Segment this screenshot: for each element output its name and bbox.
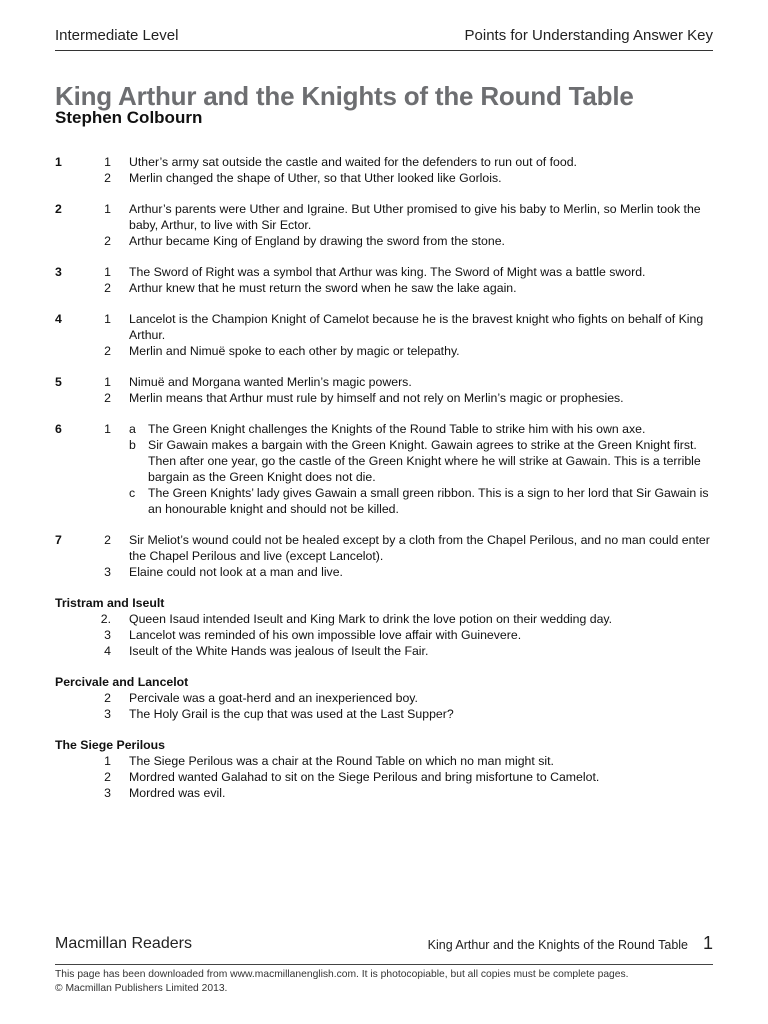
answer-text: The Green Knight challenges the Knights of the Round Table to strike him with his own axe.: [148, 422, 646, 436]
question-answers: [92, 154, 720, 186]
answer-item: [92, 170, 720, 186]
question-block: [55, 311, 720, 359]
page-header: [55, 22, 713, 48]
answer-number: 1: [104, 375, 111, 389]
answer-section: [55, 737, 720, 801]
question-number: 2: [55, 202, 62, 216]
answer-text: Mordred was evil.: [129, 786, 226, 800]
answer-text: Merlin means that Arthur must rule by himself and not rely on Merlin’s magic or prophesies.: [129, 391, 624, 405]
answer-number: 4: [104, 644, 111, 658]
question-answers: [92, 532, 720, 580]
answer-text: Percivale was a goat-herd and an inexperienced boy.: [129, 691, 418, 705]
answer-number: 1: [104, 265, 111, 279]
answer-item: [92, 437, 720, 485]
answer-number: 2: [104, 281, 111, 295]
book-author: Stephen Colbourn: [55, 108, 203, 127]
answer-item: [55, 785, 720, 801]
question-block: [55, 154, 720, 186]
answer-number: 1: [104, 202, 111, 216]
answer-text: Sir Meliot’s wound could not be healed except by a cloth from the Chapel Perilous, and no man could enter the Chapel Perilous and live (except Lancelot).: [129, 533, 710, 563]
answer-number: 3: [104, 565, 111, 579]
answer-item: [55, 769, 720, 785]
answer-item: [55, 690, 720, 706]
answer-text: Arthur became King of England by drawing the sword from the stone.: [129, 234, 505, 248]
question-number: 3: [55, 265, 62, 279]
answer-item: [55, 706, 720, 722]
answer-text: Merlin and Nimuë spoke to each other by magic or telepathy.: [129, 344, 460, 358]
answer-item: [92, 201, 720, 233]
question-number: 4: [55, 312, 62, 326]
answer-text: Sir Gawain makes a bargain with the Green Knight. Gawain agrees to strike at the Green Knight first. Then after one year, go the castle of the Green Knight where he will strike at Gawain. This is a terrible bargain as the Green Knight does not die.: [148, 438, 701, 484]
answer-number: 2: [104, 391, 111, 405]
answer-number: 2: [104, 533, 111, 547]
question-answers: [92, 311, 720, 359]
answer-number: 2: [104, 770, 111, 784]
answer-item: [92, 233, 720, 249]
answer-number: 3: [104, 707, 111, 721]
answer-number: [92, 485, 129, 517]
question-answers: [92, 421, 720, 517]
level-label: Intermediate Level: [55, 26, 179, 44]
answer-number: 2: [104, 691, 111, 705]
answer-text: Arthur’s parents were Uther and Igraine. But Uther promised to give his baby to Merlin, so Merlin took the baby, Arthur, to live with Sir Ector.: [129, 202, 701, 232]
answer-letter: b: [129, 438, 136, 452]
question-number: 1: [55, 155, 62, 169]
answer-item: [92, 485, 720, 517]
answer-text: The Sword of Right was a symbol that Arthur was king. The Sword of Might was a battle sword.: [129, 265, 646, 279]
question-answers: [92, 374, 720, 406]
answer-number: 1: [104, 312, 111, 326]
answer-text: Mordred wanted Galahad to sit on the Siege Perilous and bring misfortune to Camelot.: [129, 770, 600, 784]
question-answers: [92, 264, 720, 296]
answer-item: [92, 264, 720, 280]
answer-number: 1: [104, 422, 111, 436]
answer-text: Elaine could not look at a man and live.: [129, 565, 343, 579]
answer-number: 1: [104, 754, 111, 768]
answer-item: [92, 311, 720, 343]
book-title: King Arthur and the Knights of the Round Table: [55, 81, 634, 111]
answer-item: [92, 280, 720, 296]
answer-text: Uther’s army sat outside the castle and waited for the defenders to run out of food.: [129, 155, 577, 169]
question-number: 5: [55, 375, 62, 389]
footer-divider: [55, 964, 713, 965]
answer-item: [92, 390, 720, 406]
header-divider: [55, 50, 713, 51]
answer-section: [55, 595, 720, 659]
answer-text: The Siege Perilous was a chair at the Round Table on which no man might sit.: [129, 754, 554, 768]
answer-number: 2: [104, 234, 111, 248]
answer-item: [55, 611, 720, 627]
footer-book-title: King Arthur and the Knights of the Round Table: [427, 938, 688, 952]
answer-number: 2.: [100, 612, 111, 626]
answer-item: [55, 643, 720, 659]
copyright-note: [55, 968, 735, 996]
question-block: [55, 374, 720, 406]
answer-text: Arthur knew that he must return the sword when he saw the lake again.: [129, 281, 517, 295]
answer-key-label: Points for Understanding Answer Key: [464, 26, 713, 44]
answer-text: The Green Knights’ lady gives Gawain a small green ribbon. This is a sign to her lord that Sir Gawain is an honourable knight and should not be killed.: [148, 486, 709, 516]
question-block: [55, 532, 720, 580]
question-block: [55, 421, 720, 517]
copyright-line: © Macmillan Publishers Limited 2013.: [55, 983, 228, 994]
section-heading: The Siege Perilous: [55, 738, 166, 752]
question-number: 6: [55, 422, 62, 436]
answer-number: 3: [104, 628, 111, 642]
question-block: [55, 201, 720, 249]
answer-item: [92, 564, 720, 580]
download-note: This page has been downloaded from www.macmillanenglish.com. It is photocopiable, but all copies must be complete pages.: [55, 969, 629, 980]
answer-text: Lancelot is the Champion Knight of Camelot because he is the bravest knight who fights on behalf of King Arthur.: [129, 312, 704, 342]
answer-text: Lancelot was reminded of his own impossible love affair with Guinevere.: [129, 628, 522, 642]
question-number: 7: [55, 533, 62, 547]
answer-item: [55, 753, 720, 769]
answer-list: [55, 154, 720, 816]
answer-item: [92, 343, 720, 359]
section-heading: Percivale and Lancelot: [55, 675, 189, 689]
answer-number: [92, 437, 129, 485]
section-heading: Tristram and Iseult: [55, 596, 165, 610]
answer-text: Merlin changed the shape of Uther, so that Uther looked like Gorlois.: [129, 171, 502, 185]
answer-number: 2: [104, 171, 111, 185]
answer-section: [55, 674, 720, 722]
answer-item: [55, 627, 720, 643]
question-answers: [92, 201, 720, 249]
answer-text: The Holy Grail is the cup that was used at the Last Supper?: [129, 707, 454, 721]
answer-number: 2: [104, 344, 111, 358]
footer-brand: Macmillan Readers: [55, 935, 192, 952]
question-block: [55, 264, 720, 296]
answer-text: Nimuë and Morgana wanted Merlin’s magic powers.: [129, 375, 412, 389]
answer-item: [92, 421, 720, 437]
answer-number: 3: [104, 786, 111, 800]
page-number: 1: [702, 933, 713, 953]
answer-item: [92, 154, 720, 170]
answer-number: 1: [104, 155, 111, 169]
answer-letter: a: [129, 422, 136, 436]
answer-text: Iseult of the White Hands was jealous of Iseult the Fair.: [129, 644, 429, 658]
answer-item: [92, 532, 720, 564]
answer-text: Queen Isaud intended Iseult and King Mark to drink the love potion on their wedding day.: [129, 612, 613, 626]
answer-item: [92, 374, 720, 390]
answer-letter: c: [129, 486, 136, 500]
